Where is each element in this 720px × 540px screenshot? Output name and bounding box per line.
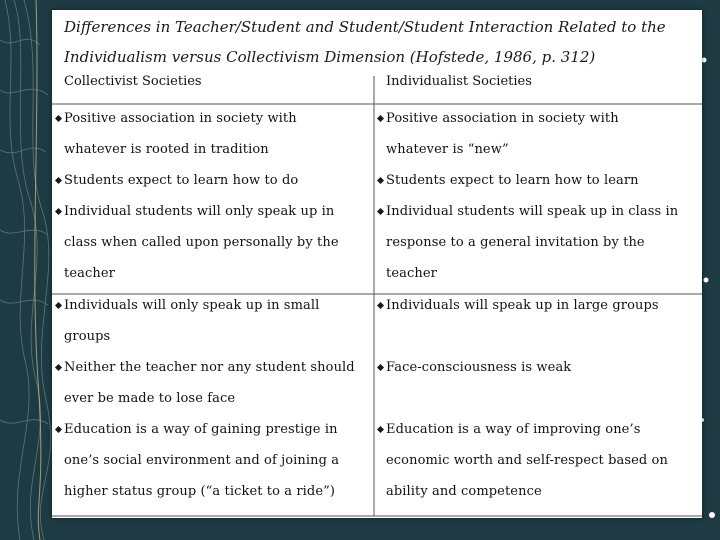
row-3-individualist: Individual students will speak up in class in response to a general invitation by the teacher [386,204,679,281]
row-3-collectivist: Individual students will only speak up in class when called upon personally by the teacher [64,204,339,281]
row-4-individualist: Individuals will speak up in large groups [386,298,659,313]
row-2-collectivist: Students expect to learn how to do [64,173,299,188]
row-6-collectivist: Education is a way of gaining prestige in one’s social environment and of joining a higher status group (“a ticket to a ride”) [64,422,340,499]
title-line-1: Differences in Teacher/Student and Student/Student Interaction Related to the [64,18,666,36]
header-individualist: Individualist Societies [386,74,532,89]
row-5-collectivist: Neither the teacher nor any student should ever be made to lose face [64,360,355,406]
row-4-collectivist: Individuals will only speak up in small groups [64,298,320,344]
row-1-collectivist: Positive association in society with whatever is rooted in tradition [64,111,297,157]
header-collectivist: Collectivist Societies [64,74,202,89]
row-5-individualist: Face-consciousness is weak [386,360,572,375]
slide-content [52,10,702,518]
row-6-individualist: Education is a way of improving one’s economic worth and self-respect based on ability and competence [386,422,668,499]
row-1-individualist: Positive association in society with whatever is “new” [386,111,619,157]
row-2-individualist: Students expect to learn how to learn [386,173,639,188]
title-line-2: Individualism versus Collectivism Dimension (Hofstede, 1986, p. 312) [64,48,596,66]
